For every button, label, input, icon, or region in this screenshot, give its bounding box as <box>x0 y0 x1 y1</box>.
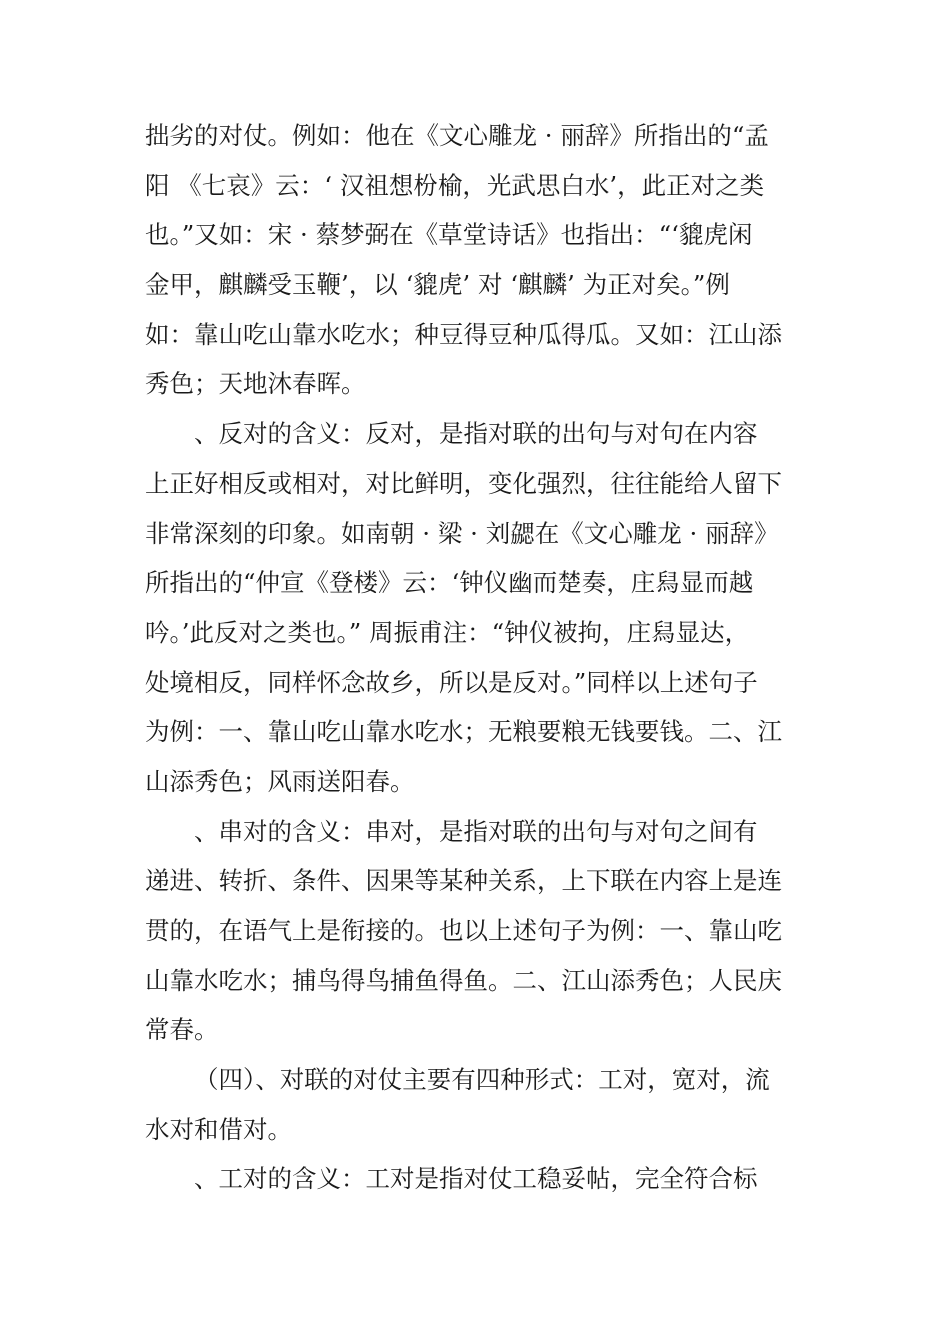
paragraph-start-line: 、串对的含义：串对，是指对联的出句与对句之间有 <box>194 816 758 846</box>
paragraph-start-line: （四）、对联的对仗主要有四种形式：工对，宽对，流 <box>194 1065 770 1095</box>
text-line: 阳 《七哀》云：‘ 汉祖想枌榆，光武思白水’，此正对之类 <box>145 170 765 200</box>
paragraph-start-line: 、工对的含义：工对是指对仗工稳妥帖，完全符合标 <box>194 1164 758 1194</box>
document-body <box>145 111 815 1204</box>
text-line: 非常深刻的印象。如南朝 · 梁 · 刘勰在《文心雕龙 · 丽辞》 <box>145 518 779 548</box>
text-line: 为例：一、靠山吃山靠水吃水；无粮要粮无钱要钱。二、江 <box>145 717 782 747</box>
text-line: 山靠水吃水；捕鸟得鸟捕鱼得鱼。二、江山添秀色；人民庆 <box>145 965 782 995</box>
text-line: 吟。’此反对之类也。” 周振甫注：“钟仪被拘，庄舄显达， <box>145 617 750 647</box>
text-line: 拙劣的对仗。例如：他在《文心雕龙 · 丽辞》所指出的“孟 <box>145 121 769 150</box>
text-line: 如：靠山吃山靠水吃水；种豆得豆种瓜得瓜。又如：江山添 <box>145 319 782 349</box>
text-line: 秀色；天地沐春晖。 <box>145 369 366 399</box>
text-line: 水对和借对。 <box>145 1114 292 1144</box>
text-line: 也。”又如：宋 · 蔡梦弼在《草堂诗话》也指出：“‘貔虎闲 <box>145 220 753 250</box>
paragraph-start-line: 、反对的含义：反对，是指对联的出句与对句在内容 <box>194 419 758 449</box>
text-line: 递进、转折、条件、因果等某种关系，上下联在内容上是连 <box>145 866 782 896</box>
text-line: 常春。 <box>145 1015 219 1045</box>
text-line: 上正好相反或相对，对比鲜明，变化强烈，往往能给人留下 <box>145 468 782 498</box>
text-line: 山添秀色；风雨送阳春。 <box>145 766 415 796</box>
text-line: 处境相反，同样怀念故乡，所以是反对。”同样以上述句子 <box>145 667 758 697</box>
text-line: 金甲，麒麟受玉鞭’，以 ‘貔虎’ 对 ‘麒麟’ 为正对矣。”例 <box>145 270 730 300</box>
text-line: 所指出的“仲宣《登楼》云：‘钟仪幽而楚奏，庄舄显而越 <box>145 568 754 598</box>
text-line: 贯的，在语气上是衔接的。也以上述句子为例：一、靠山吃 <box>145 916 782 945</box>
